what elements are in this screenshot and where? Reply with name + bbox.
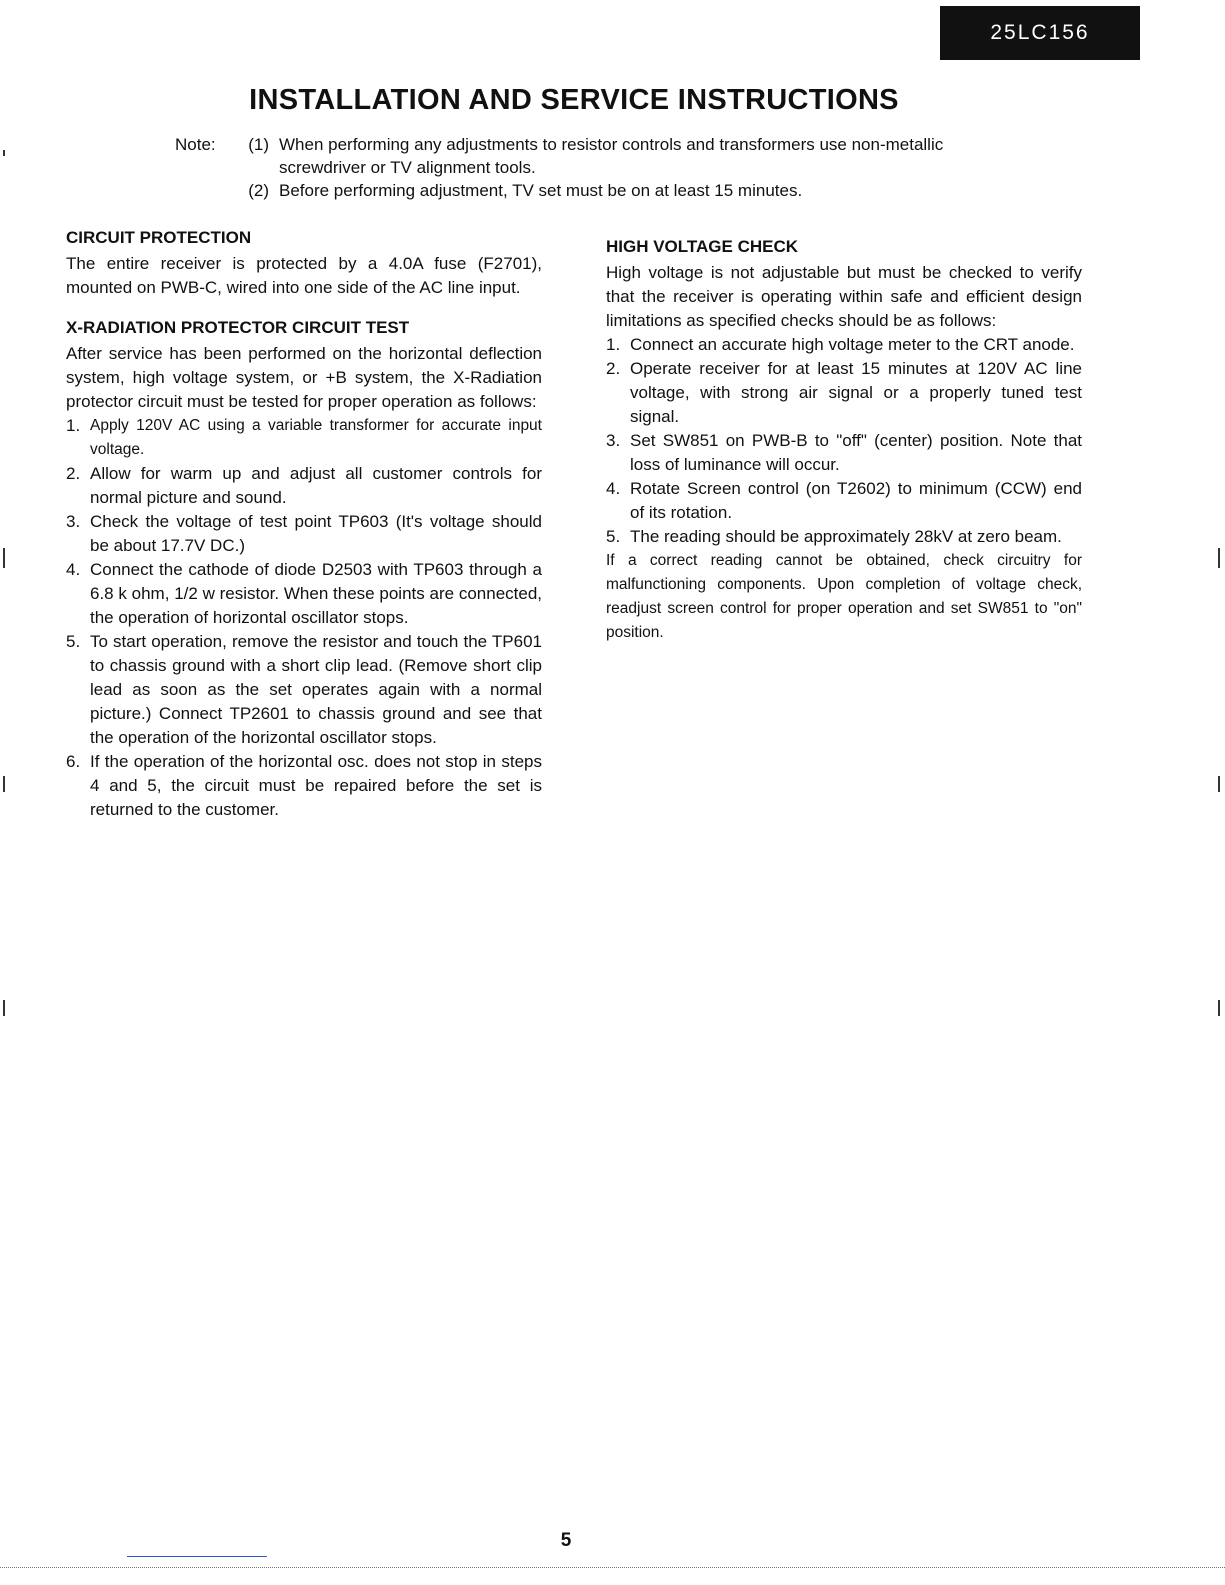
list-item [66, 462, 542, 510]
notes-block [175, 133, 1005, 202]
step-number: 5. [66, 632, 81, 651]
model-number-badge: 25LC156 [940, 6, 1140, 60]
note-label: Note: [175, 135, 216, 154]
scan-edge-mark [3, 776, 5, 792]
step-number: 3. [66, 512, 81, 531]
note-text: Before performing adjustment, TV set must be on at least 15 minutes. [279, 181, 803, 200]
scan-edge-mark [3, 1000, 5, 1016]
step-number: 5. [606, 527, 621, 546]
list-item [66, 750, 542, 822]
step-text: Connect the cathode of diode D2503 with TP603 through a 6.8 k ohm, 1/2 w resistor. When these points are connected, the operation of horizontal oscillator stops. [90, 560, 542, 627]
list-item [606, 357, 1082, 429]
xradiation-intro: After service has been performed on the horizontal deflection system, high voltage system, or +B system, the X-Radiation protector circuit must be tested for proper operation as follows: [66, 344, 542, 411]
scan-edge-mark [1218, 1000, 1220, 1016]
step-number: 2. [66, 464, 81, 483]
note-number: (1) [248, 135, 269, 154]
high-voltage-heading: HIGH VOLTAGE CHECK [606, 237, 799, 256]
step-text: Allow for warm up and adjust all customer controls for normal picture and sound. [90, 464, 542, 507]
note-item [175, 179, 1005, 202]
circuit-protection-text: The entire receiver is protected by a 4.0A fuse (F2701), mounted on PWB-C, wired into one side of the AC line input. [66, 254, 542, 297]
left-column [66, 226, 542, 822]
step-number: 1. [606, 335, 621, 354]
step-text: To start operation, remove the resistor and touch the TP601 to chassis ground with a short clip lead. (Remove short clip lead as soon as the set operates again with a normal picture.) Connect TP2601 to chassis ground and see that the operation of the horizontal oscillator stops. [90, 632, 542, 747]
step-number: 6. [66, 752, 81, 771]
scan-edge-mark [3, 548, 5, 568]
list-item [606, 429, 1082, 477]
list-item [606, 477, 1082, 525]
right-column [606, 235, 1082, 645]
footer-divider [0, 1567, 1225, 1568]
page-number: 5 [560, 1530, 572, 1551]
step-number: 4. [606, 479, 621, 498]
list-item [66, 630, 542, 750]
step-text: The reading should be approximately 28kV at zero beam. [630, 527, 1062, 546]
step-number: 1. [66, 416, 81, 435]
step-number: 2. [606, 359, 621, 378]
list-item [66, 510, 542, 558]
step-text: Check the voltage of test point TP603 (It's voltage should be about 17.7V DC.) [90, 512, 542, 555]
scan-edge-mark [1218, 548, 1220, 568]
step-text: Apply 120V AC using a variable transformer for accurate input voltage. [90, 417, 542, 458]
high-voltage-closing: If a correct reading cannot be obtained, check circuitry for malfunctioning components. Upon completion of voltage check, readjust screen control for proper operation and set SW851 to "on" position. [606, 552, 1082, 641]
list-item [66, 558, 542, 630]
step-text: Connect an accurate high voltage meter to the CRT anode. [630, 335, 1075, 354]
footer-link-underline [127, 1556, 267, 1557]
note-number: (2) [248, 181, 269, 200]
high-voltage-intro: High voltage is not adjustable but must be checked to verify that the receiver is operating within safe and efficient design limitations as specified checks should be as follows: [606, 263, 1082, 330]
step-number: 3. [606, 431, 621, 450]
list-item [606, 525, 1082, 549]
list-item [66, 414, 542, 462]
xradiation-heading: X-RADIATION PROTECTOR CIRCUIT TEST [66, 318, 410, 337]
note-item [175, 133, 1005, 179]
step-text: Rotate Screen control (on T2602) to minimum (CCW) end of its rotation. [630, 479, 1082, 522]
note-text: When performing any adjustments to resistor controls and transformers use non-metallic screwdriver or TV alignment tools. [279, 135, 944, 177]
circuit-protection-heading: CIRCUIT PROTECTION [66, 228, 252, 247]
step-text: If the operation of the horizontal osc. does not stop in steps 4 and 5, the circuit must be repaired before the set is returned to the customer. [90, 752, 542, 819]
step-text: Set SW851 on PWB-B to "off" (center) position. Note that loss of luminance will occur. [630, 431, 1082, 474]
high-voltage-steps [606, 333, 1082, 549]
scan-edge-mark [3, 150, 5, 156]
step-text: Operate receiver for at least 15 minutes at 120V AC line voltage, with strong air signal or a properly tuned test signal. [630, 359, 1082, 426]
list-item [606, 333, 1082, 357]
page-title: INSTALLATION AND SERVICE INSTRUCTIONS [249, 84, 899, 116]
scan-edge-mark [1218, 776, 1220, 792]
step-number: 4. [66, 560, 81, 579]
xradiation-steps [66, 414, 542, 822]
